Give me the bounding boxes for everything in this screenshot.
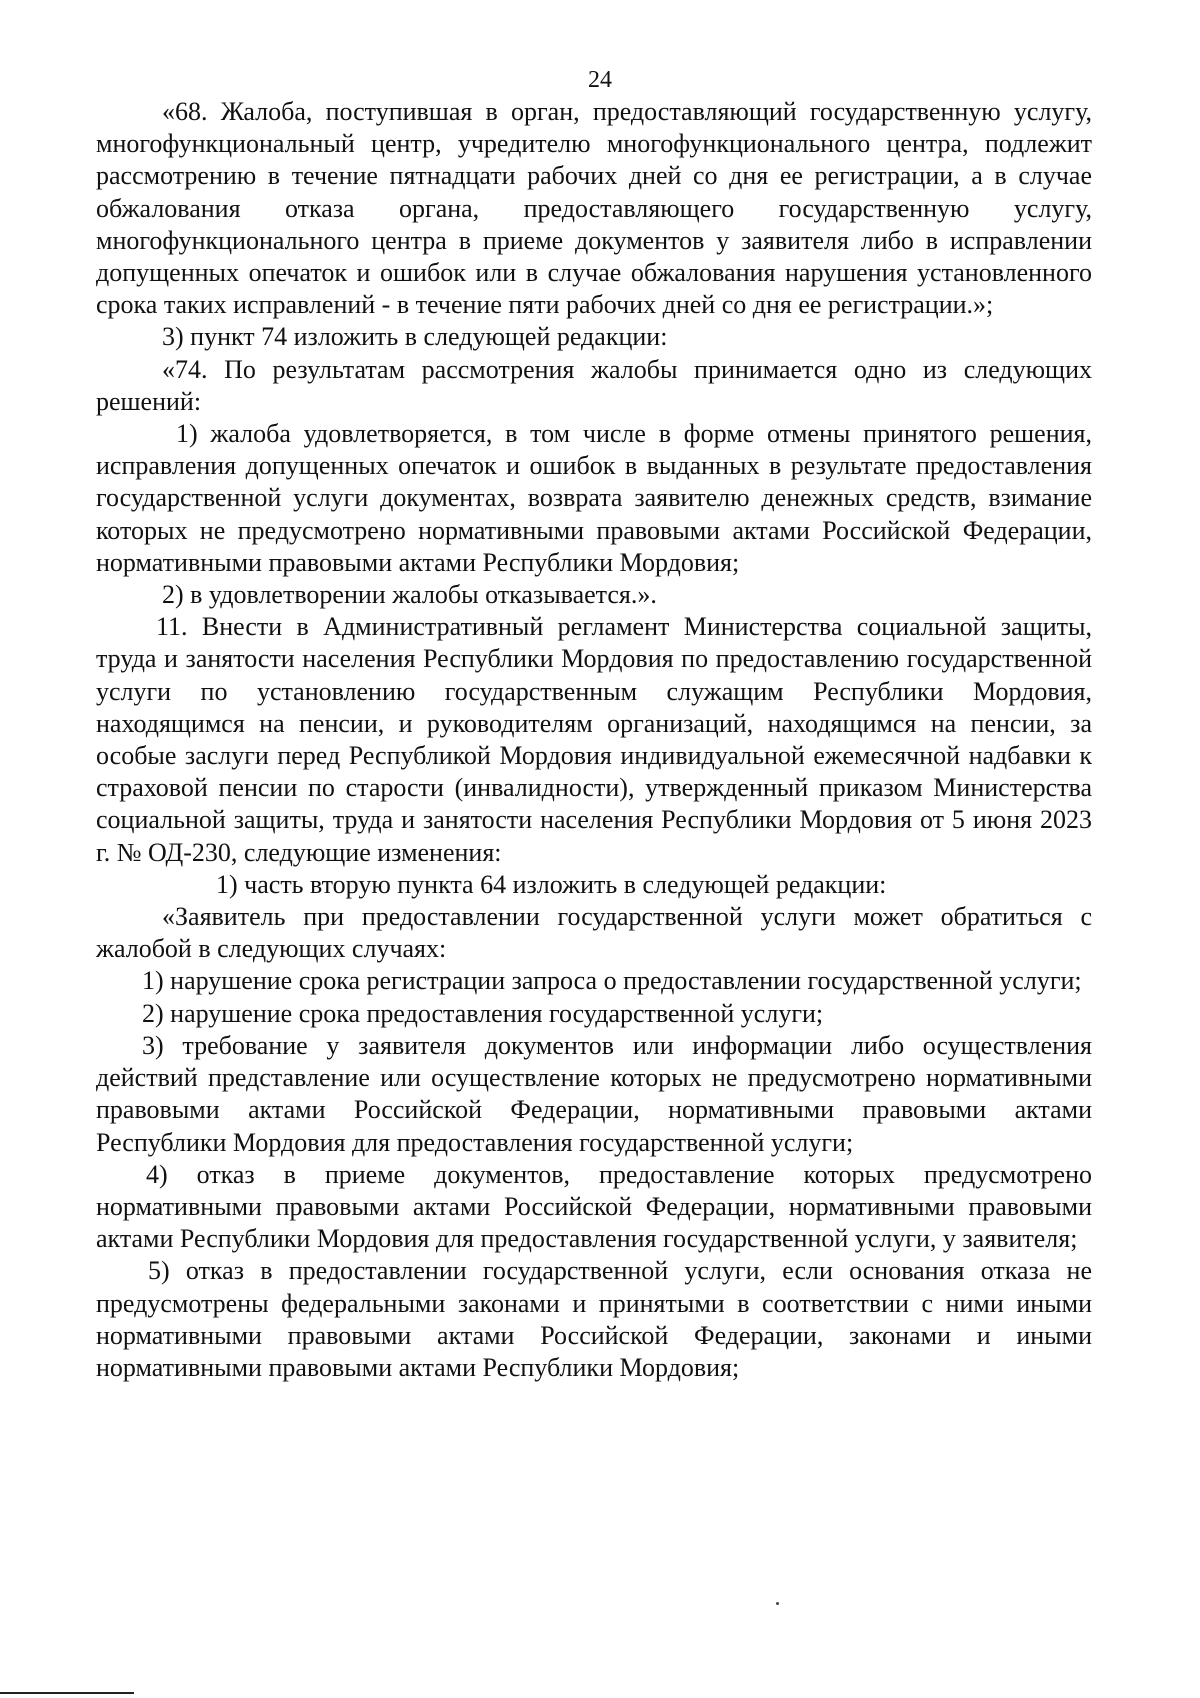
paragraph-74-item-1: 1) жалоба удовлетворяется, в том числе в форме отмены принятого решения, исправления допущенных опечаток и ошибок в выданных в результате предоставления государственной услуги документах, возврата заявителю денежных средств, взимание которых не предусмотрено нормативными правовыми актами Российской Федерации, нормативными правовыми актами Республики Мордовия; [96,419,1092,577]
list-item-case-2: 2) нарушение срока предоставления государственной услуги; [142,998,824,1028]
paragraph-11-item-1: 1) часть вторую пункта 64 изложить в следующей редакции: [216,869,887,899]
footer-divider [0,1692,134,1694]
list-item-case-1: 1) нарушение срока регистрации запроса о предоставлении государственной услуги; [142,966,1082,996]
list-item-case-3: 3) требование у заявителя документов или информации либо осуществления действий представление или осуществление которых не предусмотрено нормативными правовыми актами Российской Федерации, нормативными правовыми актами Республики Мордовия для предоставления государственной услуги; [96,1030,1092,1157]
scan-speck [776,1602,779,1605]
list-item-case-5: 5) отказ в предоставлении государственной услуги, если основания отказа не предусмотрены федеральными законами и принятыми в соответствии с ними иными нормативными правовыми актами Российской Федерации, законами и иными нормативными правовыми актами Республики Мордовия; [96,1256,1092,1382]
list-item-case-4: 4) отказ в приеме документов, предоставление которых предусмотрено нормативными правовыми актами Российской Федерации, нормативными правовыми актами Республики Мордовия для предоставления государственной услуги, у заявителя; [96,1159,1092,1254]
paragraph-11: 11. Внести в Административный регламент Министерства социальной защиты, труда и занятости населения Республики Мордовия по предоставлению государственной услуги по установлению государственным служащим Республики Мордовия, находящимся на пенсии, и руководителям организаций, находящимся на пенсии, за особые заслуги перед Республикой Мордовия индивидуальной ежемесячной надбавки к страховой пенсии по старости (инвалидности), утвержденный приказом Министерства социальной защиты, труда и занятости населения Республики Мордовия от 5 июня 2023 г. № ОД-230, следующие изменения: [96,612,1092,867]
document-body [96,96,1092,1384]
paragraph-74: «74. По результатам рассмотрения жалобы принимается одно из следующих решений: [96,354,1092,416]
page-number: 24 [588,67,612,93]
paragraph-complaint-cases: «Заявитель при предоставлении государственной услуги может обратиться с жалобой в следующих случаях: [96,902,1092,964]
paragraph-item-3: 3) пункт 74 изложить в следующей редакции: [162,322,668,352]
paragraph-74-item-2: 2) в удовлетворении жалобы отказывается.». [162,580,657,610]
paragraph-68: «68. Жалоба, поступившая в орган, предоставляющий государственную услугу, многофункциональный центр, учредителю многофункционального центра, подлежит рассмотрению в течение пятнадцати рабочих дней со дня ее регистрации, а в случае обжалования отказа органа, предоставляющего государственную услугу, многофункционального центра в приеме документов у заявителя либо в исправлении допущенных опечаток и ошибок или в случае обжалования нарушения установленного срока таких исправлений - в течение пяти рабочих дней со дня ее регистрации.»; [96,97,1092,320]
